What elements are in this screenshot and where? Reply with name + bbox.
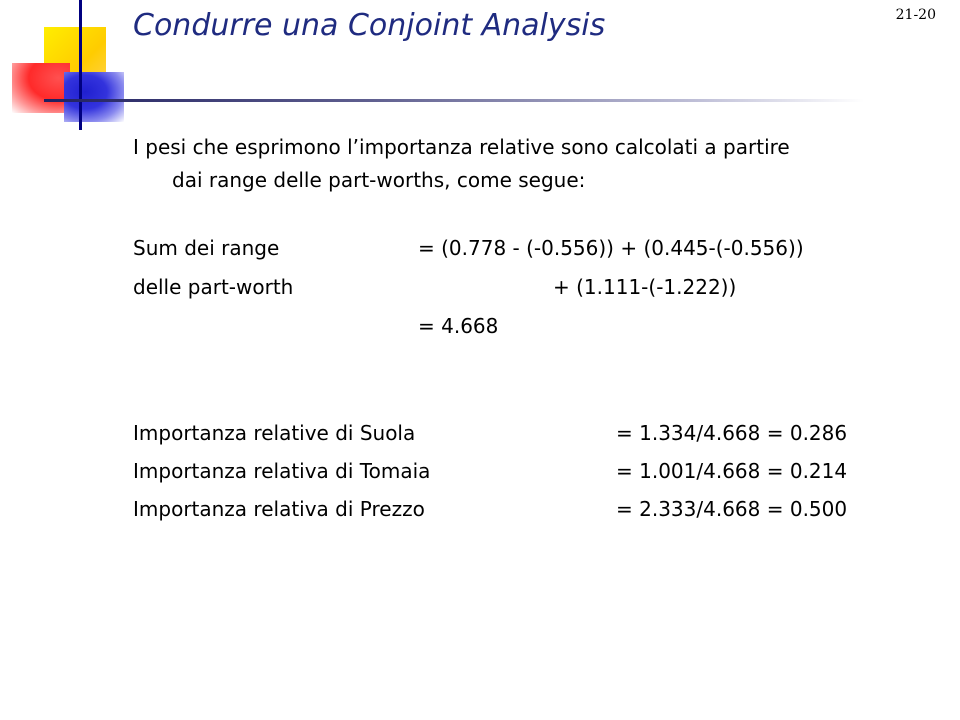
importance-label: Importanza relative di Suola	[133, 421, 416, 445]
decor-red-square	[12, 63, 70, 113]
sum-result: = 4.668	[418, 314, 499, 338]
importance-label: Importanza relativa di Prezzo	[133, 497, 425, 521]
importance-label: Importanza relativa di Tomaia	[133, 459, 431, 483]
importance-value: = 1.001/4.668 = 0.214	[616, 459, 848, 483]
intro-text-line1: I pesi che esprimono l’importanza relative sono calcolati a partire	[133, 135, 790, 159]
sum-label-line2: delle part-worth	[133, 275, 294, 299]
importance-value: = 1.334/4.668 = 0.286	[616, 421, 848, 445]
sum-expression-line1: = (0.778 - (-0.556)) + (0.445-(-0.556))	[418, 236, 804, 260]
intro-text-line2: dai range delle part-worths, come segue:	[172, 168, 586, 192]
sum-label-line1: Sum dei range	[133, 236, 280, 260]
title-underline	[44, 99, 864, 102]
importance-value: = 2.333/4.668 = 0.500	[616, 497, 848, 521]
sum-expression-line2: + (1.111-(-1.222))	[553, 275, 737, 299]
decor-blue-square	[64, 72, 124, 122]
slide-title: Condurre una Conjoint Analysis	[133, 8, 606, 43]
decor-vertical-line	[79, 0, 82, 130]
page-number: 21-20	[895, 7, 936, 23]
